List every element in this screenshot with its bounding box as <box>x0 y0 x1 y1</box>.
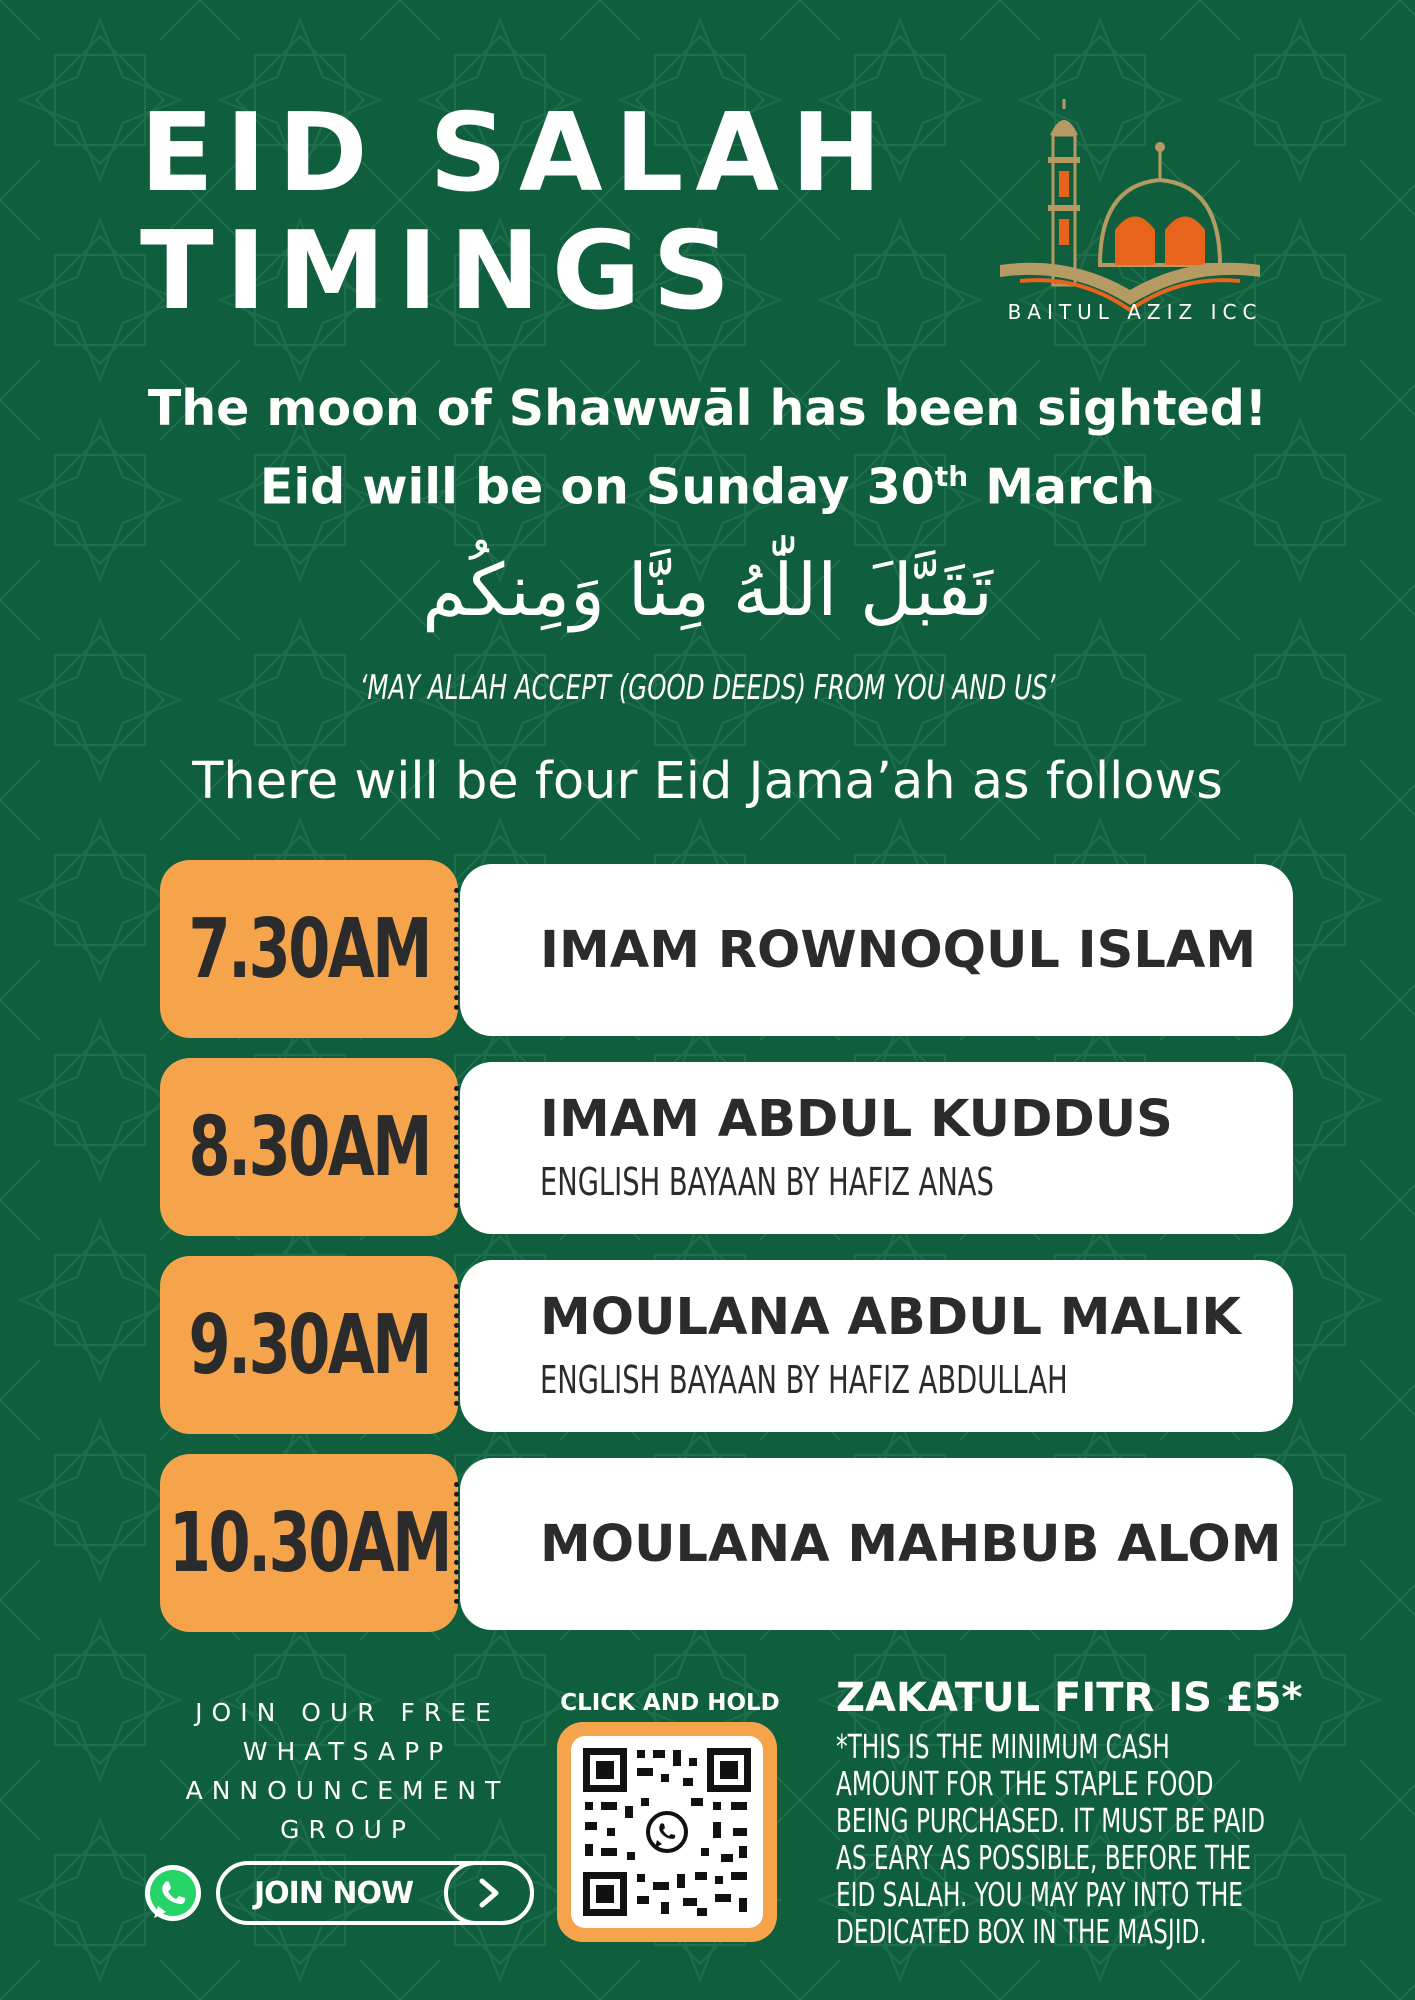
imam-card <box>460 1062 1293 1234</box>
time-tab <box>160 1058 458 1236</box>
qr-code-background <box>571 1736 763 1928</box>
jamaah-row <box>160 1454 1295 1632</box>
imam-card <box>460 1260 1293 1432</box>
jamaah-row <box>160 1256 1295 1434</box>
imam-name: IMAM ABDUL KUDDUS <box>540 1090 1173 1149</box>
announcement-line-2: Eid will be on Sunday 30th March <box>259 458 1156 516</box>
qr-code-icon[interactable] <box>571 1736 763 1928</box>
qr-code-frame[interactable] <box>557 1722 777 1942</box>
logo-text: BAITUL AZIZ ICC <box>1007 300 1263 324</box>
join-now-label: JOIN NOW <box>254 1875 414 1911</box>
time-tab <box>160 1454 458 1632</box>
imam-name: MOULANA ABDUL MALIK <box>540 1288 1241 1347</box>
dua-translation: ‘MAY ALLAH ACCEPT (GOOD DEEDS) FROM YOU AND US’ <box>359 668 1056 708</box>
perforation-divider <box>454 1284 459 1406</box>
bayaan-note: ENGLISH BAYAAN BY HAFIZ ABDULLAH <box>540 1358 1068 1402</box>
jamaah-time: 10.30AM <box>168 1495 450 1591</box>
jamaah-time: 9.30AM <box>188 1297 430 1393</box>
jamaah-time: 8.30AM <box>188 1099 430 1195</box>
announcement <box>0 375 1415 521</box>
jamaah-row <box>160 860 1295 1038</box>
time-tab <box>160 860 458 1038</box>
jamaah-time: 7.30AM <box>188 901 430 997</box>
page-title: EID SALAH TIMINGS <box>140 91 894 334</box>
imam-name: IMAM ROWNOQUL ISLAM <box>540 920 1257 980</box>
zakat-title: ZAKATUL FITR IS £5* <box>836 1675 1303 1721</box>
join-now-button[interactable] <box>216 1861 534 1925</box>
perforation-divider <box>454 888 459 1010</box>
zakat-note: *THIS IS THE MINIMUM CASH AMOUNT FOR THE STAPLE FOOD BEING PURCHASED. IT MUST BE PAID AS EARY AS POSSIBLE, BEFORE THE EID SALAH. YOU MAY PAY INTO THE DEDICATED BOX IN THE MASJID. <box>836 1727 1266 1951</box>
imam-name: MOULANA MAHBUB ALOM <box>540 1514 1282 1574</box>
whatsapp-join-text: JOIN OUR FREE WHATSAPP ANNOUNCEMENT GROUP <box>185 1698 510 1844</box>
announcement-line-1: The moon of Shawwāl has been sighted! <box>147 380 1268 437</box>
imam-card <box>460 1458 1293 1630</box>
arabic-dua: تَقَبَّلَ اللّٰهُ مِنَّا وَمِنكُم <box>422 548 993 632</box>
perforation-divider <box>454 1086 459 1208</box>
bayaan-note: ENGLISH BAYAAN BY HAFIZ ANAS <box>540 1160 994 1204</box>
jamaah-intro: There will be four Eid Jama’ah as follows <box>192 752 1223 811</box>
whatsapp-icon[interactable] <box>142 1862 204 1924</box>
qr-label: CLICK AND HOLD <box>560 1690 780 1716</box>
logo-mosque-icon <box>1000 95 1260 330</box>
chevron-right-icon[interactable] <box>444 1861 534 1925</box>
imam-card <box>460 864 1293 1036</box>
perforation-divider <box>454 1482 459 1604</box>
jamaah-row <box>160 1058 1295 1236</box>
time-tab <box>160 1256 458 1434</box>
